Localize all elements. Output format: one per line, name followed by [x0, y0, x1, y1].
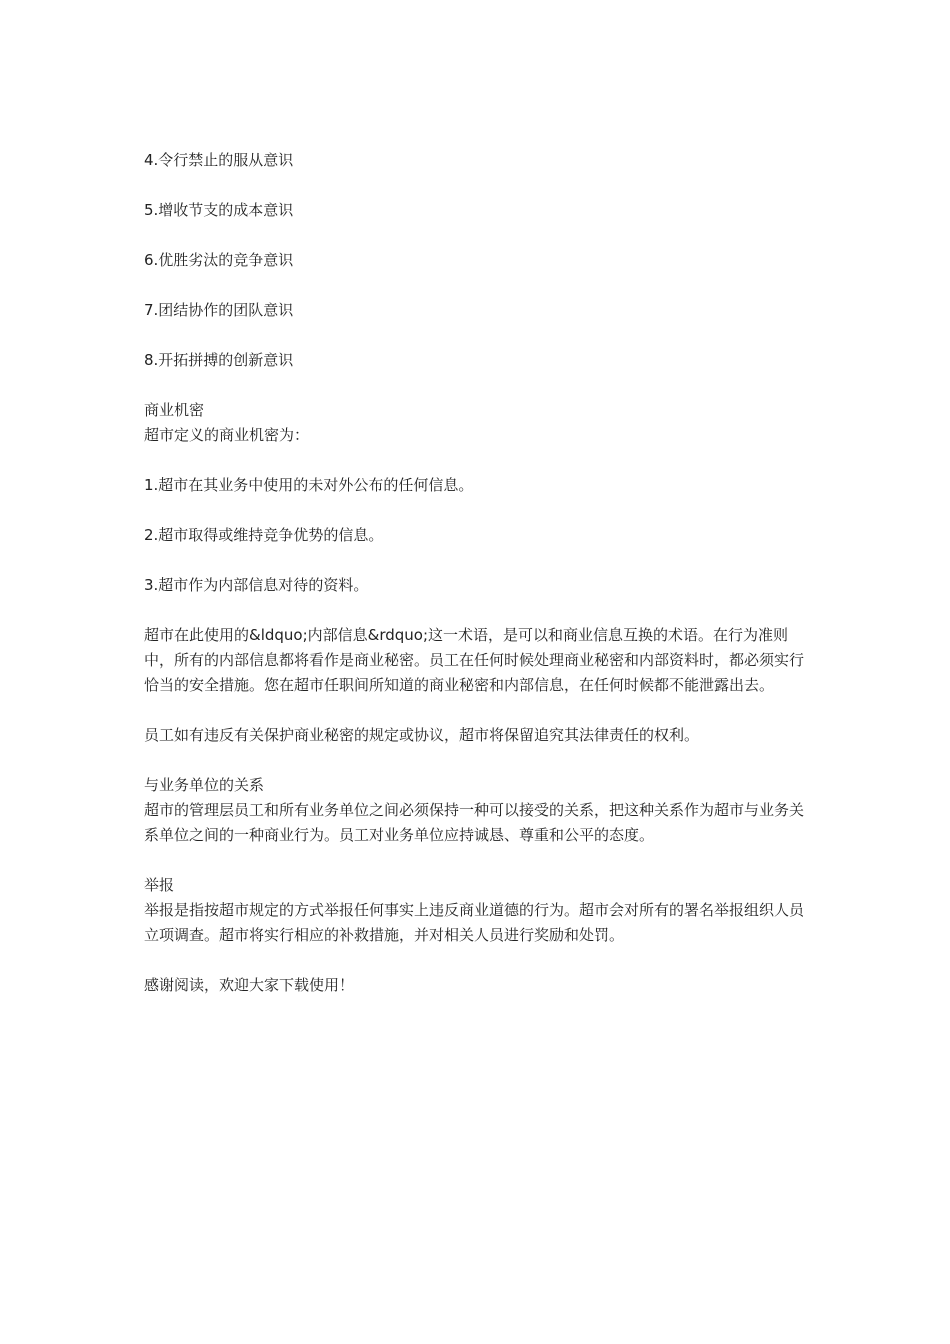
- document-body: [144, 148, 812, 1023]
- list-item: 5.增收节支的成本意识: [144, 201, 294, 219]
- paragraph-report: 举报是指按超市规定的方式举报任何事实上违反商业道德的行为。超市会对所有的署名举报组织人员立项调查。超市将实行相应的补救措施，并对相关人员进行奖励和处罚。: [144, 901, 805, 944]
- list-item: 1.超市在其业务中使用的未对外公布的任何信息。: [144, 476, 474, 494]
- paragraph-business-units: 超市的管理层员工和所有业务单位之间必须保持一种可以接受的关系，把这种关系作为超市与业务关系单位之间的一种商业行为。员工对业务单位应持诚恳、尊重和公平的态度。: [144, 801, 805, 844]
- paragraph-legal-liability: 员工如有违反有关保护商业秘密的规定或协议，超市将保留追究其法律责任的权利。: [144, 726, 700, 744]
- list-item: 8.开拓拼搏的创新意识: [144, 351, 294, 369]
- list-item: 4.令行禁止的服从意识: [144, 151, 294, 169]
- section-heading-trade-secret: 商业机密: [144, 401, 205, 419]
- section-intro: 超市定义的商业机密为：: [144, 426, 310, 444]
- section-heading-report: 举报: [144, 876, 175, 894]
- list-item: 6.优胜劣汰的竞争意识: [144, 251, 294, 269]
- paragraph-internal-info: 超市在此使用的&ldquo;内部信息&rdquo;这一术语，是可以和商业信息互换的术语。在行为准则中，所有的内部信息都将看作是商业秘密。员工在任何时候处理商业秘密和内部资料时，都必须实行恰当的安全措施。您在超市任职间所知道的商业秘密和内部信息，在任何时候都不能泄露出去。: [144, 626, 805, 694]
- closing-text: 感谢阅读，欢迎大家下载使用！: [144, 976, 355, 994]
- list-item: 3.超市作为内部信息对待的资料。: [144, 576, 369, 594]
- section-heading-business-units: 与业务单位的关系: [144, 776, 265, 794]
- list-item: 2.超市取得或维持竞争优势的信息。: [144, 526, 384, 544]
- list-item: 7.团结协作的团队意识: [144, 301, 294, 319]
